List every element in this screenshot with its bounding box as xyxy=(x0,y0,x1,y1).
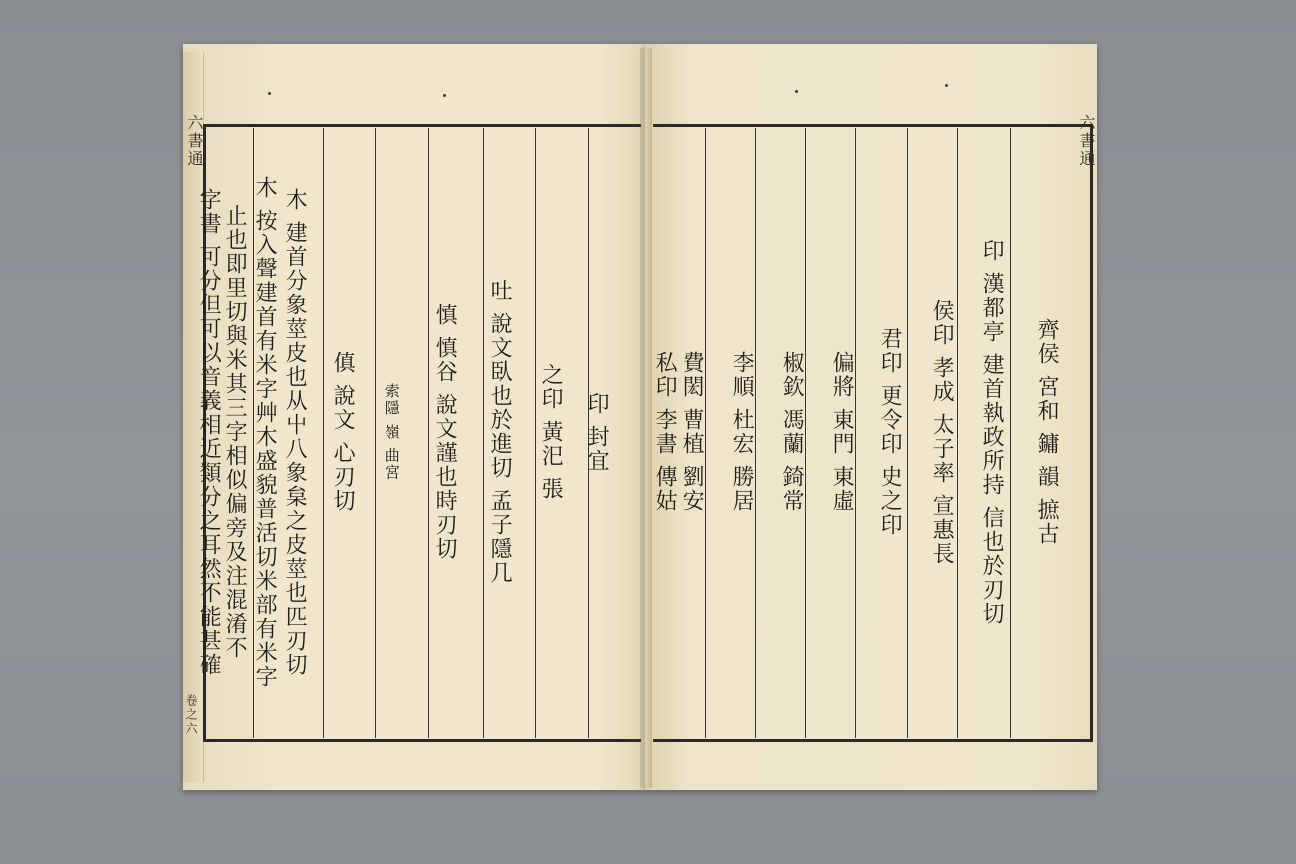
text-column: 齊侯 宮和 鏞 韻 摭古 xyxy=(1034,318,1060,546)
column-rule xyxy=(323,128,324,738)
column-rule xyxy=(957,128,958,738)
right-margin-title: 六書通 xyxy=(1077,114,1096,168)
right-page-frame xyxy=(653,124,1093,742)
text-column: 木 建首分象莖皮也从屮八象枲之皮莖也匹刃切 xyxy=(282,187,308,677)
column-rule xyxy=(907,128,908,738)
paper-speck xyxy=(795,90,798,93)
right-page xyxy=(645,44,1097,790)
text-column: 李順 杜宏 勝居 xyxy=(729,351,755,513)
left-page xyxy=(183,44,645,790)
column-rule xyxy=(428,128,429,738)
text-column: 吐 說文臥也於進切 孟子隱几 xyxy=(487,279,513,585)
paper-speck xyxy=(443,94,446,97)
left-margin-title: 六書通 xyxy=(185,114,204,168)
text-column: 印 漢都亭 建首執政所持 信也於刃切 xyxy=(979,238,1005,626)
paper-speck xyxy=(945,84,948,87)
text-column: 椒欽 馮蘭 錡常 xyxy=(779,351,805,513)
text-column: 偏將 東門 東虛 xyxy=(829,351,855,513)
column-rule xyxy=(755,128,756,738)
column-rule xyxy=(483,128,484,738)
text-column: 私印 李書 傳姑 xyxy=(652,351,678,513)
column-rule xyxy=(375,128,376,738)
text-column: 侯印 孝成 太子率 宣惠長 xyxy=(929,298,955,566)
text-column: 索隱 嶺 曲宮 xyxy=(382,382,401,482)
text-column: 止也即里切與米其三字相似偏旁及注混淆不 xyxy=(222,204,248,660)
column-rule xyxy=(705,128,706,738)
text-column: 字書 可分但可以音義相近類分之耳然不能甚確 xyxy=(196,187,222,677)
text-column: 君印 更令印 史之印 xyxy=(877,327,903,537)
text-column: 費閎 曹植 劉安 xyxy=(679,351,705,513)
text-column: 木 按入聲建首有米字艸木盛貌普活切米部有米字 xyxy=(252,175,278,689)
text-column: 印 封宜 xyxy=(584,391,610,473)
text-column: 之印 黃汜 張 xyxy=(538,363,564,501)
column-rule xyxy=(1010,128,1011,738)
paper-speck xyxy=(268,92,271,95)
column-rule xyxy=(805,128,806,738)
left-margin-folio: 卷之六 xyxy=(184,694,198,736)
column-rule xyxy=(855,128,856,738)
open-book xyxy=(183,44,1097,790)
column-rule xyxy=(535,128,536,738)
text-column: 慎 慎谷 說文謹也時刃切 xyxy=(432,303,458,561)
book-gutter xyxy=(640,48,652,788)
text-column: 傎 說文 心刃切 xyxy=(330,351,356,513)
